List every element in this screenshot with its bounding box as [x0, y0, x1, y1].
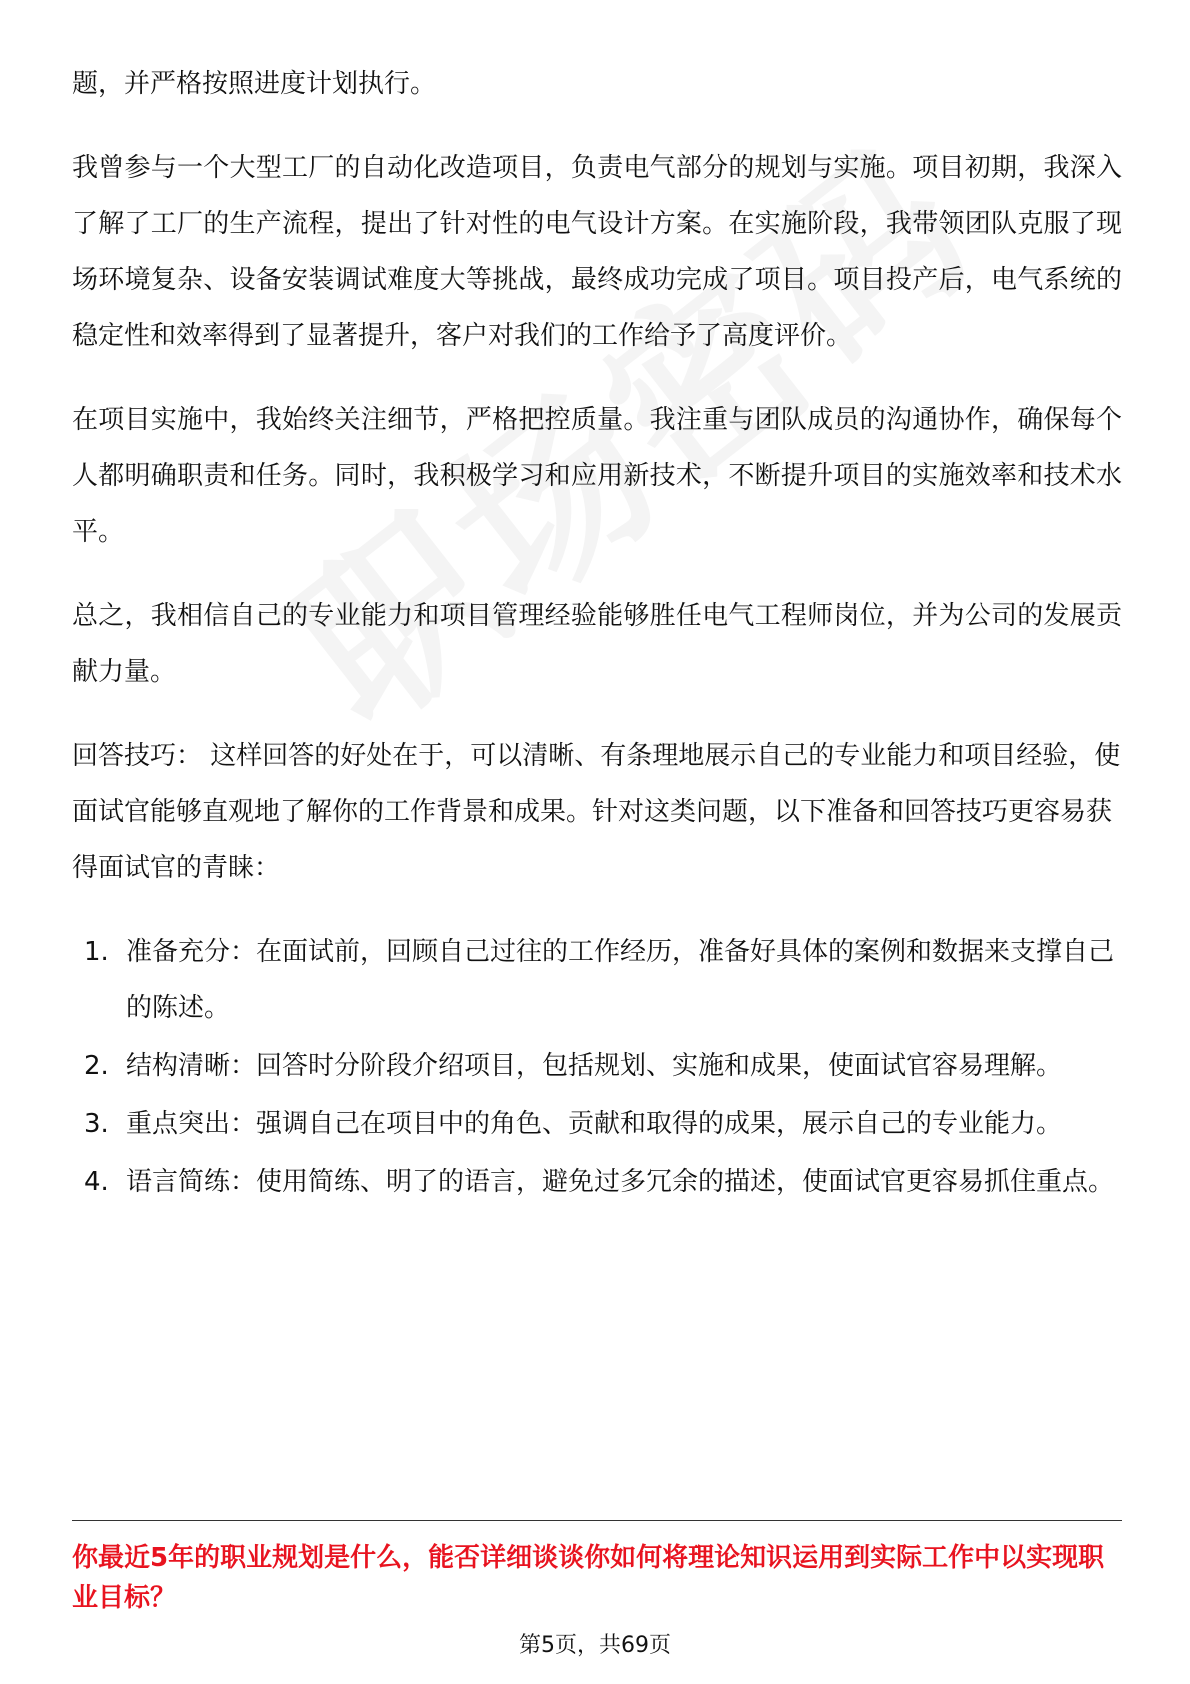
next-question-heading: 你最近5年的职业规划是什么，能否详细谈谈你如何将理论知识运用到实际工作中以实现职业目标？ — [72, 1543, 1105, 1613]
list-number: 1. — [84, 937, 109, 967]
tips-label: 回答技巧： — [72, 741, 203, 771]
list-number: 3. — [84, 1109, 109, 1139]
list-item — [72, 924, 1122, 1036]
list-number: 4. — [84, 1167, 109, 1197]
tips-list — [72, 924, 1122, 1210]
section-divider — [72, 1520, 1122, 1521]
paragraph-project-experience: 我曾参与一个大型工厂的自动化改造项目，负责电气部分的规划与实施。项目初期，我深入了解了工厂的生产流程，提出了针对性的电气设计方案。在实施阶段，我带领团队克服了现场环境复杂、设备安装调试难度大等挑战，最终成功完成了项目。项目投产后，电气系统的稳定性和效率得到了显著提升，客户对我们的工作给予了高度评价。 — [72, 153, 1122, 351]
list-item — [72, 1038, 1122, 1094]
paragraph-conclusion: 总之，我相信自己的专业能力和项目管理经验能够胜任电气工程师岗位，并为公司的发展贡献力量。 — [72, 601, 1122, 687]
paragraph-continuation: 题，并严格按照进度计划执行。 — [72, 69, 437, 99]
page-number: 第5页，共69页 — [519, 1633, 671, 1658]
list-text: 重点突出：强调自己在项目中的角色、贡献和取得的成果，展示自己的专业能力。 — [126, 1109, 1063, 1139]
list-number: 2. — [84, 1051, 109, 1081]
answer-body — [72, 56, 1122, 1212]
list-item — [72, 1154, 1122, 1210]
paragraph-work-attitude: 在项目实施中，我始终关注细节，严格把控质量。我注重与团队成员的沟通协作，确保每个人都明确职责和任务。同时，我积极学习和应用新技术，不断提升项目的实施效率和技术水平。 — [72, 405, 1122, 547]
list-item — [72, 1096, 1122, 1152]
list-text: 准备充分：在面试前，回顾自己过往的工作经历，准备好具体的案例和数据来支撑自己的陈述。 — [126, 937, 1115, 1023]
list-text: 结构清晰：回答时分阶段介绍项目，包括规划、实施和成果，使面试官容易理解。 — [126, 1051, 1063, 1081]
answer-tips — [72, 728, 1122, 896]
tips-text: 这样回答的好处在于，可以清晰、有条理地展示自己的专业能力和项目经验，使面试官能够直观地了解你的工作背景和成果。针对这类问题，以下准备和回答技巧更容易获得面试官的青睐： — [72, 741, 1121, 883]
list-text: 语言简练：使用简练、明了的语言，避免过多冗余的描述，使面试官更容易抓住重点。 — [126, 1167, 1115, 1197]
